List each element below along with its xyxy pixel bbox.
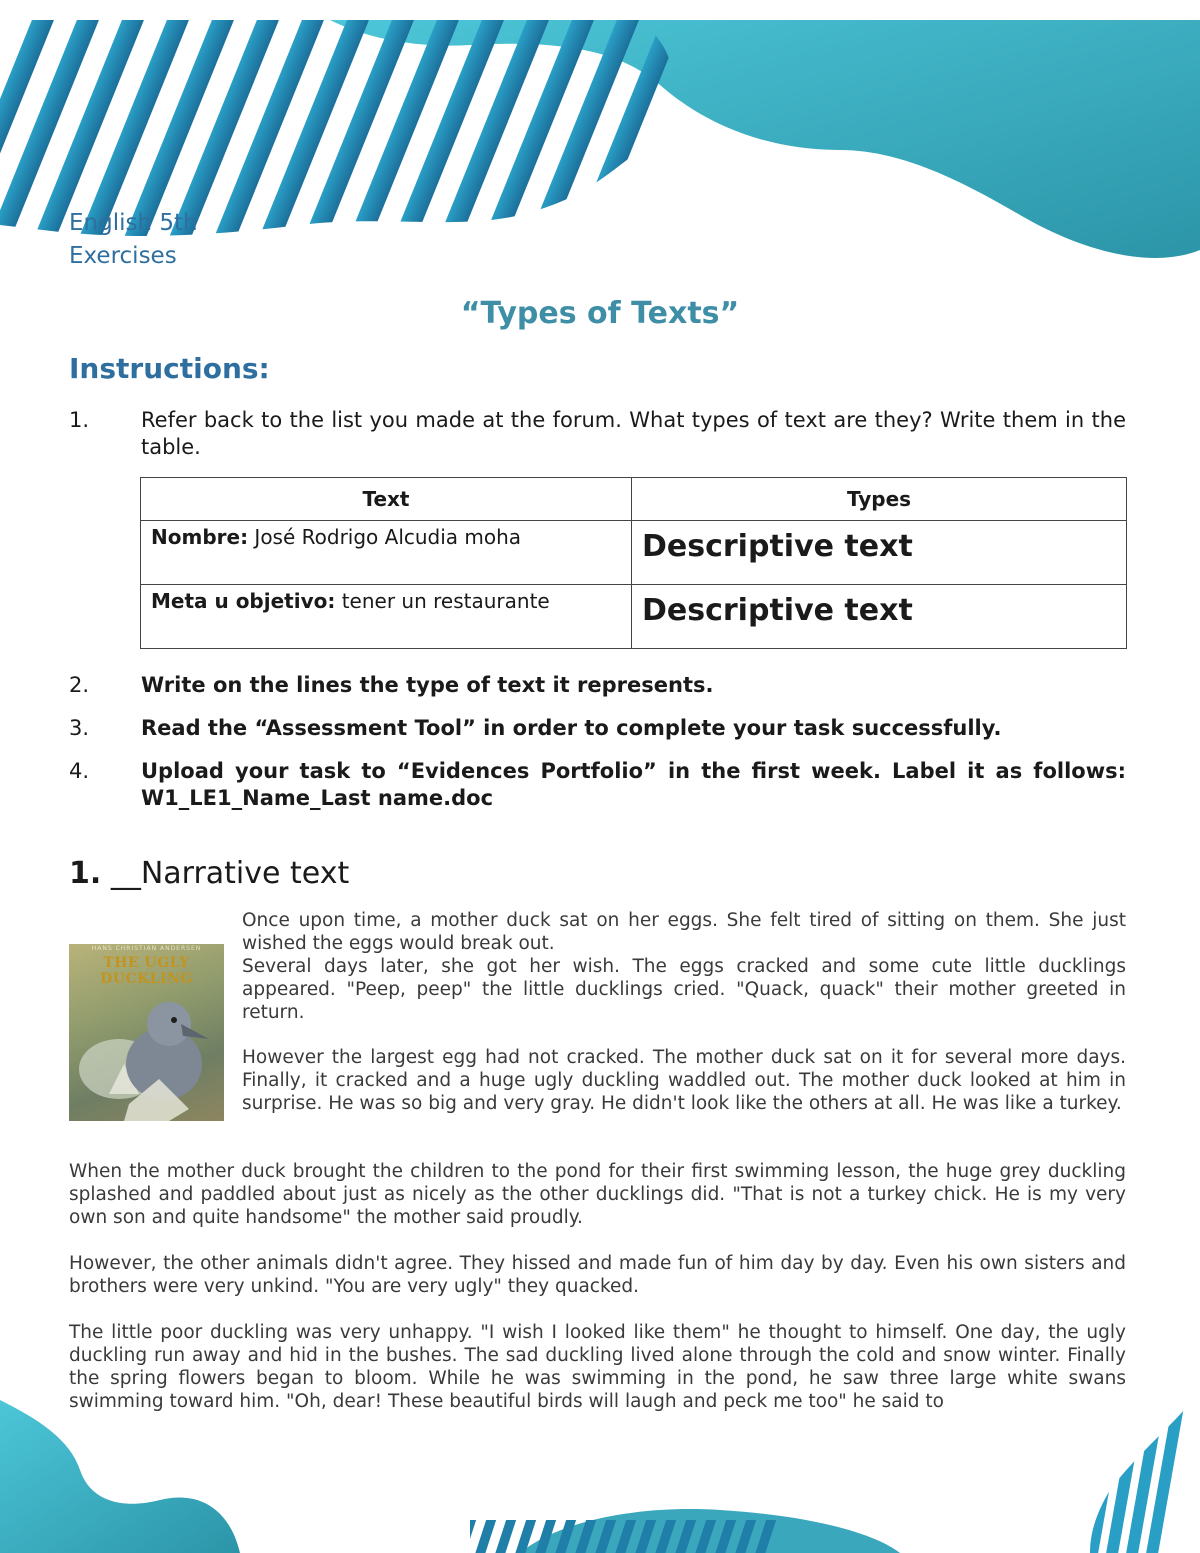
- step-text: Write on the lines the type of text it represents.: [141, 673, 714, 697]
- document-title: “Types of Texts”: [460, 296, 740, 331]
- story-paragraph-intro: [69, 909, 1126, 955]
- narrative-heading: [69, 856, 349, 891]
- step-number: 3.: [69, 716, 90, 740]
- book-title: THE UGLY DUCKLING: [100, 955, 193, 987]
- instructions-heading: Instructions:: [69, 352, 270, 385]
- course-label: [69, 207, 198, 273]
- step-text: Refer back to the list you made at the forum. What types of text are they? Write them in the table.: [141, 408, 1126, 459]
- table-cell-text: [141, 585, 632, 649]
- table-cell-type: Descriptive text: [632, 585, 1127, 649]
- step-number: 2.: [69, 673, 90, 697]
- narrative-heading-number: 1.: [69, 856, 102, 891]
- step-text: Read the “Assessment Tool” in order to complete your task successfully.: [141, 716, 1002, 740]
- story-paragraph: However, the other animals didn't agree. They hissed and made fun of him day by day. Even his own sisters and brothers were very unkind. "You are very ugly" they quacked.: [69, 1253, 1126, 1297]
- story-paragraph: However the largest egg had not cracked. The mother duck sat on it for several more days. Finally, it cracked and a huge ugly duckling waddled out. The mother duck looked at him in surprise. He was so big and very gray. He didn't look like the others at all. He was like a turkey.: [242, 1047, 1126, 1114]
- course-subtitle: Exercises: [69, 243, 177, 269]
- book-author: HANS CHRISTIAN ANDERSEN: [91, 945, 202, 952]
- instruction-step-2: [69, 672, 1126, 699]
- story-paragraph: Several days later, she got her wish. The eggs cracked and some cute little ducklings appeared. "Peep, peep" the little ducklings cried. "Quack, quack" their mother greeted in return.: [242, 956, 1126, 1023]
- table-header-row: [141, 478, 1127, 521]
- step-number: 1.: [69, 408, 90, 432]
- instruction-step-3: [69, 715, 1126, 742]
- cell-value: tener un restaurante: [335, 589, 550, 613]
- step-number: 4.: [69, 759, 90, 783]
- table-row: [141, 585, 1127, 649]
- step-text: Upload your task to “Evidences Portfolio” in the first week. Label it as follows: W1_LE1_Name_Last name.doc: [141, 759, 1126, 810]
- course-name: English 5th: [69, 210, 198, 236]
- table-row: [141, 521, 1127, 585]
- narrative-heading-text: __Narrative text: [101, 856, 350, 891]
- cell-label: Meta u objetivo:: [151, 589, 336, 613]
- table-cell-type: Descriptive text: [632, 521, 1127, 585]
- cell-label: Nombre:: [151, 525, 249, 549]
- story-paragraph: The little poor duckling was very unhappy. "I wish I looked like them" he thought to himself. One day, the ugly duckling run away and hid in the bushes. The sad duckling lived alone through the cold and snow winter. Finally the spring flowers began to bloom. While he was swimming in the pond, he saw three large white swans swimming toward him. "Oh, dear! These beautiful birds will laugh and peck me too" he said to: [69, 1322, 1126, 1412]
- cell-value: José Rodrigo Alcudia moha: [248, 525, 522, 549]
- column-header-text: Text: [141, 478, 632, 521]
- instruction-step-1: [69, 407, 1126, 461]
- table-cell-text: [141, 521, 632, 585]
- text-types-table: [140, 477, 1127, 649]
- instruction-step-4: [69, 758, 1126, 812]
- story-paragraph: When the mother duck brought the children to the pond for their first swimming lesson, the huge grey duckling splashed and paddled about just as nicely as the other ducklings did. "That is not a turkey chick. He is my very own son and quite handsome" the mother said proudly.: [69, 1161, 1126, 1228]
- column-header-types: Types: [632, 478, 1127, 521]
- paragraph-text: Once upon time, a mother duck sat on her eggs. She felt tired of sitting on them. She just wished the eggs would break out.: [242, 910, 1126, 954]
